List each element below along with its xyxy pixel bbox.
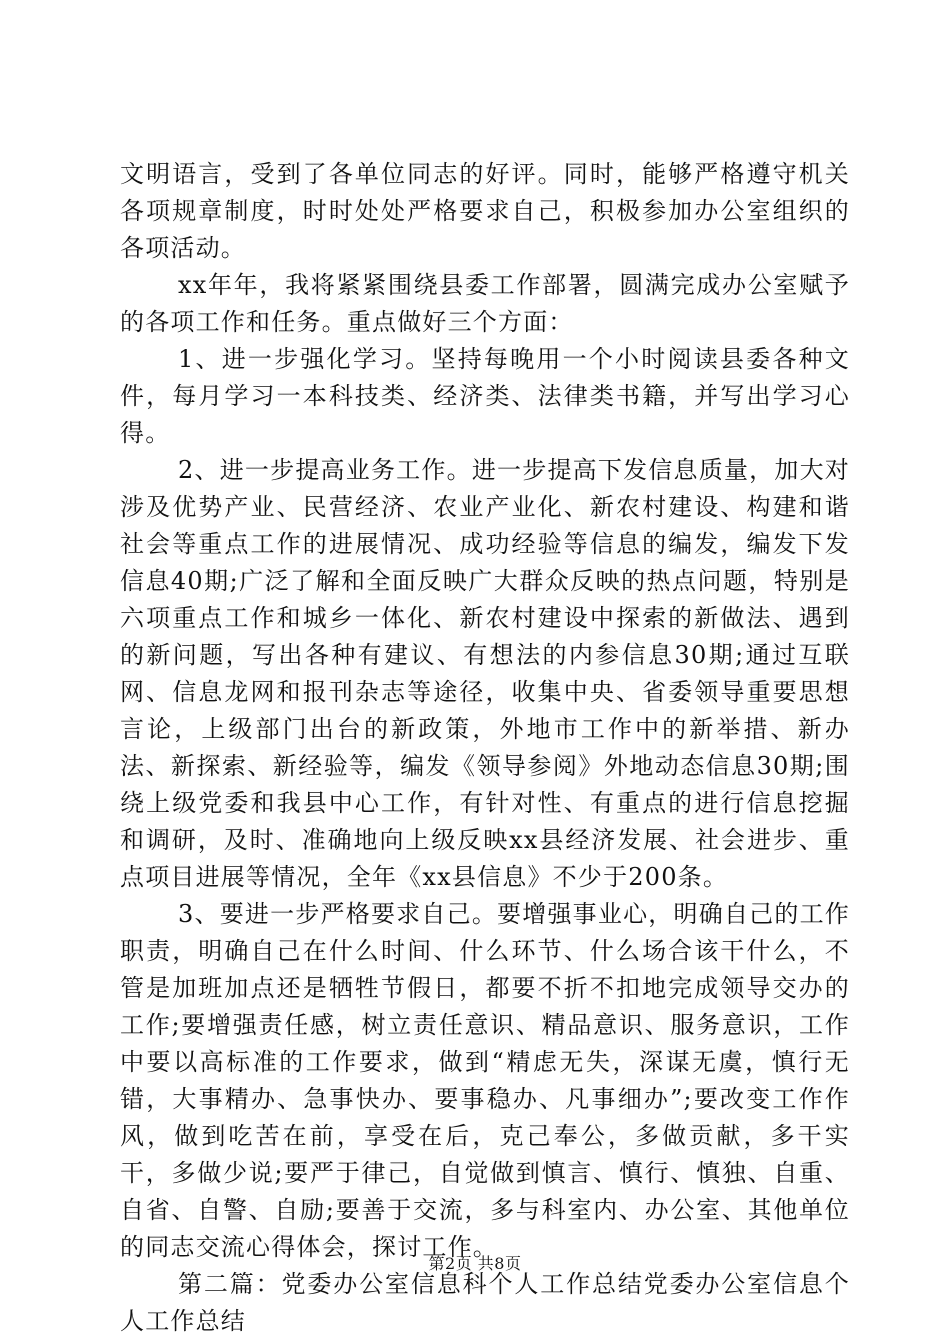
paragraph-plan-intro: xx年年，我将紧紧围绕县委工作部署，圆满完成办公室赋予的各项工作和任务。重点做好三个方面：: [120, 271, 850, 336]
paragraph-item-3: 3、要进一步严格要求自己。要增强事业心，明确自己的工作职责，明确自己在什么时间、什么环节、什么场合该干什么，不管是加班加点还是牺牲节假日，都要不折不扣地完成领导交办的工作;要增强责任感，树立责任意识、精品意识、服务意识，工作中要以高标准的工作要求，做到“精虑无失，深谋无虞，慎行无错，大事精办、急事快办、要事稳办、凡事细办”;要改变工作作风，做到吃苦在前，享受在后，克己奉公，多做贡献，多干实干，多做少说;要严于律己，自觉做到慎言、慎行、慎独、自重、自省、自警、自励;要善于交流，多与科室内、办公室、其他单位的同志交流心得体会，探讨工作。: [120, 900, 850, 1261]
paragraph-continuation: 文明语言，受到了各单位同志的好评。同时，能够严格遵守机关各项规章制度，时时处处严格要求自己，积极参加办公室组织的各项活动。: [120, 160, 850, 262]
paragraph-item-1: 1、进一步强化学习。坚持每晚用一个小时阅读县委各种文件，每月学习一本科技类、经济类、法律类书籍，并写出学习心得。: [120, 345, 850, 447]
paragraph-item-2: 2、进一步提高业务工作。进一步提高下发信息质量，加大对涉及优势产业、民营经济、农业产业化、新农村建设、构建和谐社会等重点工作的进展情况、成功经验等信息的编发，编发下发信息40期;广泛了解和全面反映广大群众反映的热点问题，特别是六项重点工作和城乡一体化、新农村建设中探索的新做法、遇到的新问题，写出各种有建议、有想法的内参信息30期;通过互联网、信息龙网和报刊杂志等途径，收集中央、省委领导重要思想言论，上级部门出台的新政策，外地市工作中的新举措、新办法、新探索、新经验等，编发《领导参阅》外地动态信息30期;围绕上级党委和我县中心工作，有针对性、有重点的进行信息挖掘和调研，及时、准确地向上级反映xx县经济发展、社会进步、重点项目进展等情况，全年《xx县信息》不少于200条。: [120, 456, 850, 891]
page-number-footer: 第2页 共8页: [428, 1254, 522, 1273]
document-body: [120, 156, 850, 1340]
section-heading-part-two: 第二篇：党委办公室信息科个人工作总结党委办公室信息个人工作总结: [120, 1270, 850, 1335]
